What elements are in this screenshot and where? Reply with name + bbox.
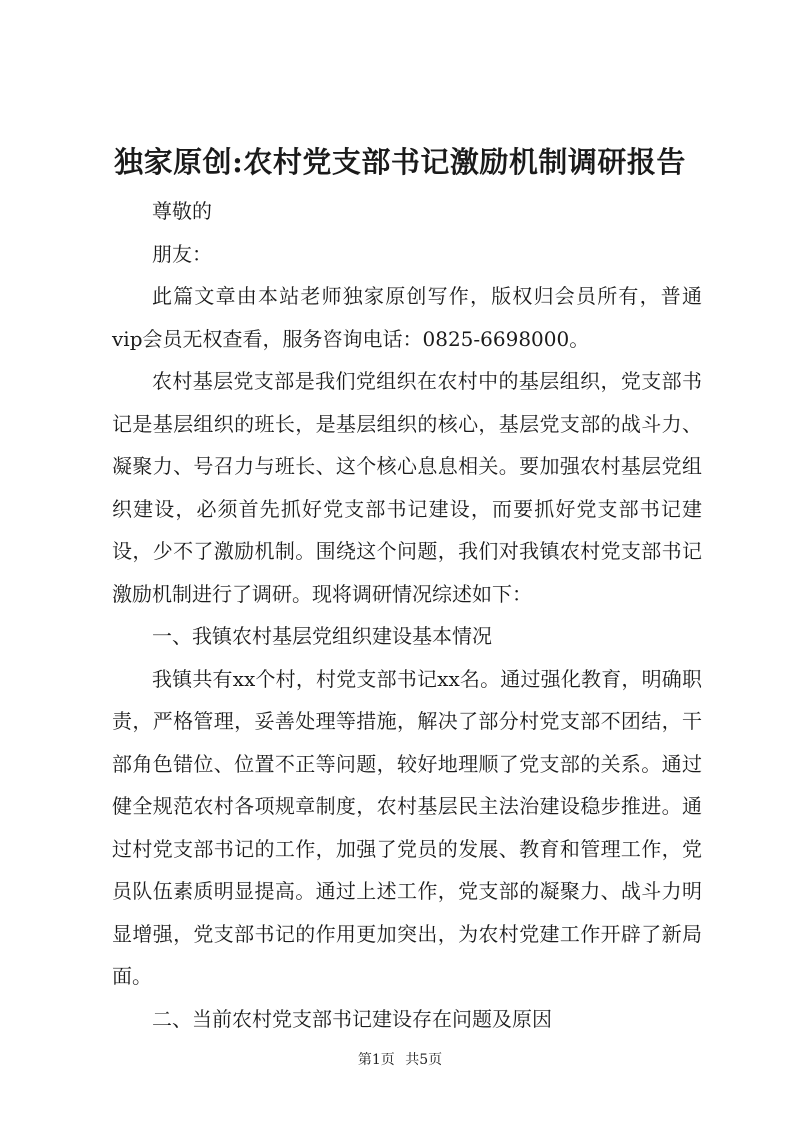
introduction-paragraph: 农村基层党支部是我们党组织在农村中的基层组织，党支部书记是基层组织的班长，是基层组织的核心，基层党支部的战斗力、凝聚力、号召力与班长、这个核心息息相关。要加强农村基层党组织建设，必须首先抓好党支部书记建设，而要抓好党支部书记建设，少不了激励机制。围绕这个问题，我们对我镇农村党支部书记激励机制进行了调研。现将调研情况综述如下： bbox=[112, 369, 702, 606]
section-heading-1: 一、我镇农村基层党组织建设基本情况 bbox=[152, 624, 492, 648]
document-body bbox=[112, 190, 702, 1040]
salutation-line-1: 尊敬的 bbox=[152, 199, 212, 223]
section-1-paragraph: 我镇共有xx个村，村党支部书记xx名。通过强化教育，明确职责，严格管理，妥善处理等措施，解决了部分村党支部不团结，干部角色错位、位置不正等问题，较好地理顺了党支部的关系。通过健全规范农村各项规章制度，农村基层民主法治建设稳步推进。通过村党支部书记的工作，加强了党员的发展、教育和管理工作，党员队伍素质明显提高。通过上述工作，党支部的凝聚力、战斗力明显增强，党支部书记的作用更加突出，为农村党建工作开辟了新局面。 bbox=[112, 666, 702, 988]
section-heading-2: 二、当前农村党支部书记建设存在问题及原因 bbox=[152, 1006, 552, 1031]
page-number-current: 第1页 bbox=[357, 1052, 395, 1068]
salutation-line-2: 朋友： bbox=[152, 241, 212, 266]
page-footer bbox=[0, 1050, 800, 1070]
page-number-total: 共5页 bbox=[405, 1052, 443, 1068]
copyright-notice-paragraph: 此篇文章由本站老师独家原创写作，版权归会员所有，普通vip会员无权查看，服务咨询电话：0825-6698000。 bbox=[112, 284, 702, 351]
document-title: 独家原创:农村党支部书记激励机制调研报告 bbox=[114, 145, 686, 179]
